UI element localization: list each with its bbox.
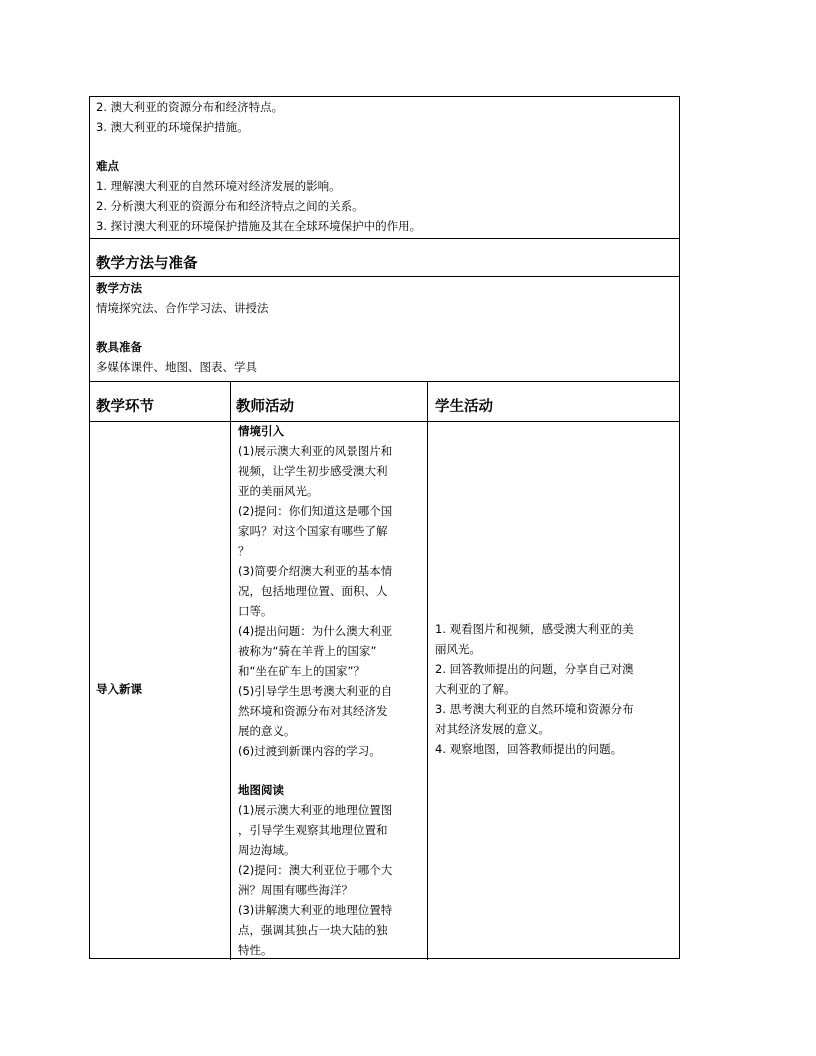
student-line: 丽风光。	[435, 642, 481, 656]
header-student: 学生活动	[435, 399, 493, 415]
student-line: 大利亚的了解。	[435, 682, 516, 696]
teacher-line: (1)展示澳大利亚的风景图片和	[238, 444, 393, 458]
teacher-line: 情境引入	[238, 424, 284, 438]
difficulties-title: 难点	[96, 159, 119, 173]
teacher-line: (3)简要介绍澳大利亚的基本情	[238, 564, 393, 578]
teacher-line: ？	[238, 544, 250, 558]
teacher-line: (2)提问：澳大利亚位于哪个大	[238, 863, 393, 877]
student-line: 2. 回答教师提出的问题，分享自己对澳	[435, 662, 634, 676]
methods-section-heading: 教学方法与准备	[96, 256, 198, 272]
row-divider	[90, 276, 679, 277]
student-line: 1. 观看图片和视频，感受澳大利亚的美	[435, 622, 634, 636]
teacher-line: ，引导学生观察其地理位置和	[238, 823, 388, 837]
teacher-line: 被称为“骑在羊背上的国家”	[238, 644, 377, 658]
teacher-line: 然环境和资源分布对其经济发	[238, 704, 388, 718]
methods-title: 教学方法	[96, 281, 142, 295]
teacher-line: 周边海域。	[238, 843, 296, 857]
teacher-line: 特性。	[238, 943, 273, 957]
teacher-line: 地图阅读	[238, 783, 284, 797]
teacher-line: 展的意义。	[238, 724, 296, 738]
teacher-line: (5)引导学生思考澳大利亚的自	[238, 684, 393, 698]
goal-item-3: 3. 澳大利亚的环境保护措施。	[96, 120, 249, 134]
difficulty-item-3: 3. 探讨澳大利亚的环境保护措施及其在全球环境保护中的作用。	[96, 219, 422, 233]
header-teacher: 教师活动	[236, 399, 294, 415]
stage-label: 导入新课	[96, 682, 142, 696]
tools-title: 教具准备	[96, 340, 142, 354]
difficulty-item-1: 1. 理解澳大利亚的自然环境对经济发展的影响。	[96, 179, 341, 193]
teacher-line: 洲？周围有哪些海洋？	[238, 883, 353, 897]
teacher-line: (6)过渡到新课内容的学习。	[238, 744, 381, 758]
difficulty-item-2: 2. 分析澳大利亚的资源分布和经济特点之间的关系。	[96, 199, 364, 213]
teacher-line: (3)讲解澳大利亚的地理位置特	[238, 903, 393, 917]
teacher-line: 家吗？对这个国家有哪些了解	[238, 524, 388, 538]
teacher-line: (1)展示澳大利亚的地理位置图	[238, 803, 393, 817]
teacher-line: 况，包括地理位置、面积、人	[238, 584, 388, 598]
teacher-line: (2)提问：你们知道这是哪个国	[238, 504, 393, 518]
teacher-line: (4)提出问题：为什么澳大利亚	[238, 624, 393, 638]
header-stage: 教学环节	[96, 399, 154, 415]
lesson-plan-table	[89, 96, 680, 959]
teacher-line: 亚的美丽风光。	[238, 484, 319, 498]
goal-item-2: 2. 澳大利亚的资源分布和经济特点。	[96, 100, 284, 114]
row-divider	[90, 381, 679, 382]
student-line: 4. 观察地图，回答教师提出的问题。	[435, 742, 623, 756]
teacher-line: 口等。	[238, 604, 273, 618]
column-divider	[427, 381, 428, 960]
teacher-line: 点，强调其独占一块大陆的独	[238, 923, 388, 937]
tools-text: 多媒体课件、地图、图表、学具	[96, 360, 257, 374]
teacher-line: 和“坐在矿车上的国家”？	[238, 664, 365, 678]
teacher-line: 视频，让学生初步感受澳大利	[238, 464, 388, 478]
row-divider	[90, 238, 679, 239]
column-divider	[230, 381, 231, 960]
student-line: 对其经济发展的意义。	[435, 722, 550, 736]
row-divider	[90, 421, 679, 422]
methods-text: 情境探究法、合作学习法、讲授法	[96, 301, 269, 315]
student-line: 3. 思考澳大利亚的自然环境和资源分布	[435, 702, 634, 716]
